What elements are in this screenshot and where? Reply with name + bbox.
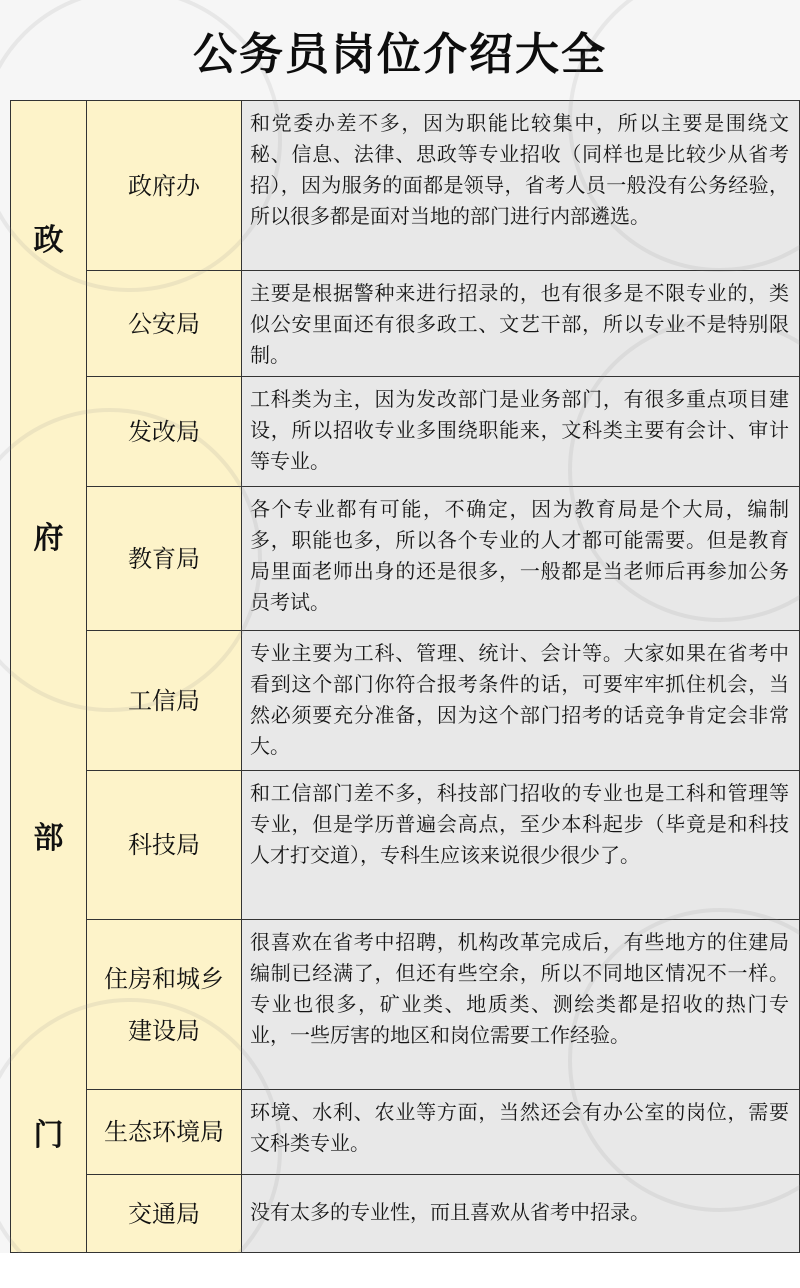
dept-name: 交通局 — [128, 1199, 200, 1228]
category-char: 府 — [33, 521, 64, 556]
desc-text: 各个专业都有可能，不确定，因为教育局是个大局，编制多，职能也多，所以各个专业的人才都可能需要。但是教育局里面老师出身的还是很多，一般都是当老师后再参加公务员考试。 — [250, 497, 789, 614]
desc-cell — [242, 920, 800, 1090]
dept-cell — [87, 377, 242, 487]
dept-cell — [87, 771, 242, 920]
dept-cell — [87, 101, 242, 271]
dept-name: 住房和城乡建设局 — [104, 964, 224, 1045]
dept-cell — [87, 271, 242, 377]
desc-cell — [242, 1090, 800, 1175]
desc-cell — [242, 771, 800, 920]
page-title: 公务员岗位介绍大全 — [193, 29, 607, 80]
desc-text: 很喜欢在省考中招聘，机构改革完成后，有些地方的住建局编制已经满了，但还有些空余，所以不同地区情况不一样。专业也很多，矿业类、地质类、测绘类都是招收的热门专业，一些厉害的地区和岗位需要工作经验。 — [250, 930, 789, 1047]
dept-cell — [87, 487, 242, 631]
desc-text: 环境、水利、农业等方面，当然还会有办公室的岗位，需要文科类专业。 — [250, 1100, 789, 1155]
category-char: 政 — [33, 223, 64, 258]
desc-text: 和工信部门差不多，科技部门招收的专业也是工科和管理等专业，但是学历普遍会高点，至少本科起步（毕竟是和科技人才打交道），专科生应该来说很少很少了。 — [250, 781, 789, 867]
category-char: 部 — [33, 821, 64, 856]
desc-text: 和党委办差不多，因为职能比较集中，所以主要是围绕文秘、信息、法律、思政等专业招收（同样也是比较少从省考招），因为服务的面都是领导，省考人员一般没有公务经验，所以很多都是面对当地的部门进行内部遴选。 — [250, 111, 789, 228]
desc-cell — [242, 101, 800, 271]
desc-cell — [242, 631, 800, 771]
dept-cell — [87, 631, 242, 771]
bottom-margin — [0, 1253, 800, 1288]
dept-name: 工信局 — [128, 686, 200, 715]
dept-cell — [87, 1175, 242, 1252]
dept-name: 政府办 — [128, 171, 200, 200]
dept-cell — [87, 1090, 242, 1175]
desc-text: 没有太多的专业性，而且喜欢从省考中招录。 — [250, 1200, 650, 1224]
dept-name: 发改局 — [128, 417, 200, 446]
desc-cell — [242, 487, 800, 631]
desc-text: 主要是根据警种来进行招录的，也有很多是不限专业的，类似公安里面还有很多政工、文艺干部，所以专业不是特别限制。 — [250, 281, 789, 367]
desc-cell — [242, 1175, 800, 1252]
dept-name: 教育局 — [128, 544, 200, 573]
dept-name: 生态环境局 — [104, 1118, 224, 1146]
positions-table — [10, 100, 800, 1253]
category-char: 门 — [33, 1118, 64, 1153]
dept-cell — [87, 920, 242, 1090]
desc-cell — [242, 377, 800, 487]
desc-cell — [242, 271, 800, 377]
desc-text: 工科类为主，因为发改部门是业务部门，有很多重点项目建设，所以招收专业多围绕职能来，文科类主要有会计、审计等专业。 — [250, 387, 789, 473]
dept-name: 公安局 — [128, 309, 200, 338]
desc-text: 专业主要为工科、管理、统计、会计等。大家如果在省考中看到这个部门你符合报考条件的话，可要牢牢抓住机会，当然必须要充分准备，因为这个部门招考的话竞争肯定会非常大。 — [250, 641, 789, 758]
dept-name: 科技局 — [128, 831, 200, 859]
category-column — [10, 101, 87, 1252]
